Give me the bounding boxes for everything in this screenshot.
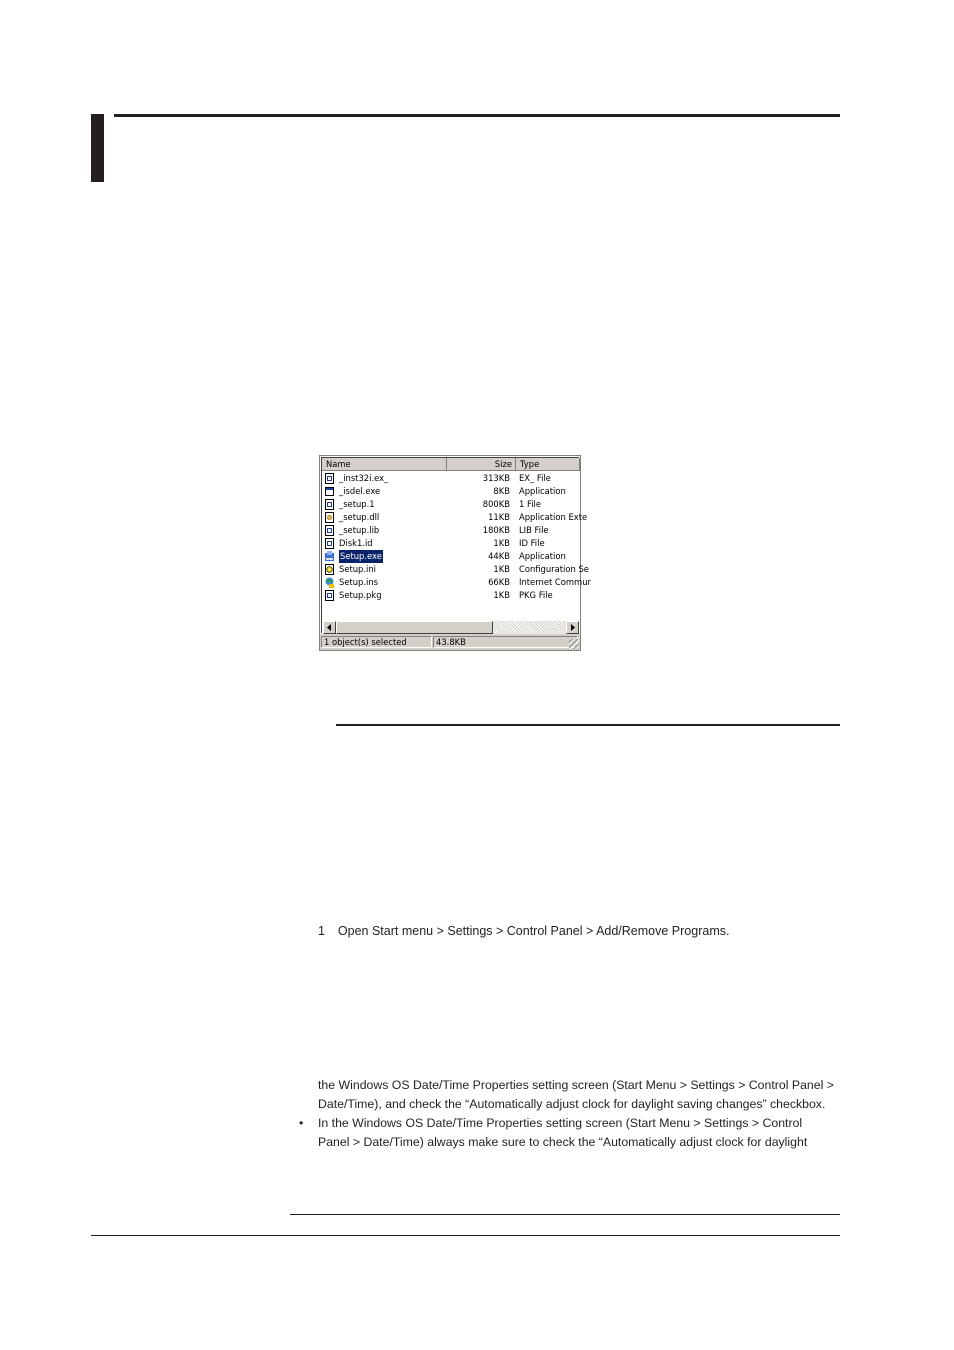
horizontal-scrollbar[interactable]: [323, 621, 579, 634]
file-row[interactable]: [322, 485, 578, 498]
file-size: 313KB: [482, 473, 510, 483]
file-name: Disk1.id: [339, 538, 373, 548]
section-rule: [336, 724, 840, 726]
file-icon: [325, 473, 334, 484]
file-type: Internet Commur: [519, 577, 591, 587]
arrow-left-icon: [324, 622, 335, 633]
resize-grip-icon[interactable]: [569, 639, 579, 649]
file-size: 44KB: [488, 551, 510, 561]
file-name: Setup.pkg: [339, 590, 382, 600]
file-icon: [325, 590, 334, 601]
step-1: [318, 922, 729, 941]
file-size: 11KB: [488, 512, 510, 522]
file-row[interactable]: [322, 563, 589, 576]
file-row[interactable]: [322, 472, 578, 485]
file-icon: [325, 499, 334, 510]
file-icon: [325, 538, 334, 549]
file-explorer-window: [319, 455, 591, 651]
file-row[interactable]: [322, 498, 578, 511]
file-size: 8KB: [493, 486, 510, 496]
chapter-marker-bar: [91, 114, 104, 182]
file-name: _setup.lib: [339, 525, 380, 535]
scroll-thumb[interactable]: [336, 621, 493, 634]
note-bullet: •: [299, 1116, 304, 1130]
notes-end-rule: [290, 1214, 840, 1215]
note-line-2: Date/Time), and check the “Automatically adjust clock for daylight saving changes” checkbox.: [318, 1097, 826, 1111]
file-type: Application Exte: [519, 512, 588, 522]
file-name: _inst32i.ex_: [339, 473, 389, 483]
status-bar: [320, 634, 580, 650]
file-name: Setup.exe: [340, 551, 382, 561]
file-type: Configuration Se: [519, 564, 589, 574]
arrow-right-icon: [567, 622, 578, 633]
dll-icon: [325, 512, 334, 523]
scroll-track[interactable]: [493, 621, 566, 634]
file-size: 66KB: [488, 577, 510, 587]
file-name: _setup.1: [339, 499, 375, 509]
file-type: Application: [519, 486, 566, 496]
file-row[interactable]: [322, 537, 578, 550]
file-size: 1KB: [493, 590, 510, 600]
file-name: Setup.ini: [339, 564, 377, 574]
file-row[interactable]: [322, 524, 578, 537]
file-icon: [325, 525, 334, 536]
column-header-size[interactable]: Size: [447, 458, 516, 471]
file-row[interactable]: [322, 576, 591, 589]
file-type: LIB File: [519, 525, 549, 535]
file-name: _setup.dll: [339, 512, 380, 522]
note-line-4: Panel > Date/Time) always make sure to check the “Automatically adjust clock for daylight: [318, 1135, 808, 1149]
note-line-1: the Windows OS Date/Time Properties setting screen (Start Menu > Settings > Control Panel >: [318, 1078, 834, 1092]
file-type: 1 File: [519, 499, 542, 509]
application-icon: [325, 486, 334, 497]
file-type: Application: [519, 551, 566, 561]
file-name: Setup.ins: [339, 577, 379, 587]
step-number: 1: [318, 924, 325, 938]
column-header-type[interactable]: Type: [516, 458, 580, 471]
scroll-right-button[interactable]: [566, 621, 579, 634]
file-type: EX_ File: [519, 473, 551, 483]
file-size: 1KB: [493, 564, 510, 574]
setup-exe-icon: [325, 551, 334, 562]
status-total-size: 43.8KB: [433, 636, 578, 648]
file-list: [321, 457, 591, 633]
status-selected-count: 1 object(s) selected: [321, 636, 432, 648]
step-text: Open Start menu > Settings > Control Panel > Add/Remove Programs.: [337, 924, 730, 938]
file-type: PKG File: [519, 590, 553, 600]
file-name: _isdel.exe: [339, 486, 381, 496]
column-header-name[interactable]: Name: [322, 458, 447, 471]
file-size: 180KB: [482, 525, 510, 535]
scroll-left-button[interactable]: [323, 621, 336, 634]
file-row[interactable]: [322, 589, 578, 602]
note-line-3: In the Windows OS Date/Time Properties setting screen (Start Menu > Settings > Control: [318, 1116, 803, 1130]
chapter-header-rule: [114, 114, 840, 117]
file-size: 1KB: [493, 538, 510, 548]
file-row[interactable]: [322, 511, 588, 524]
footer-rule: [91, 1235, 840, 1236]
config-icon: [325, 564, 334, 575]
file-size: 800KB: [482, 499, 510, 509]
file-row[interactable]: [322, 550, 578, 563]
internet-icon: [325, 577, 334, 588]
file-type: ID File: [519, 538, 545, 548]
